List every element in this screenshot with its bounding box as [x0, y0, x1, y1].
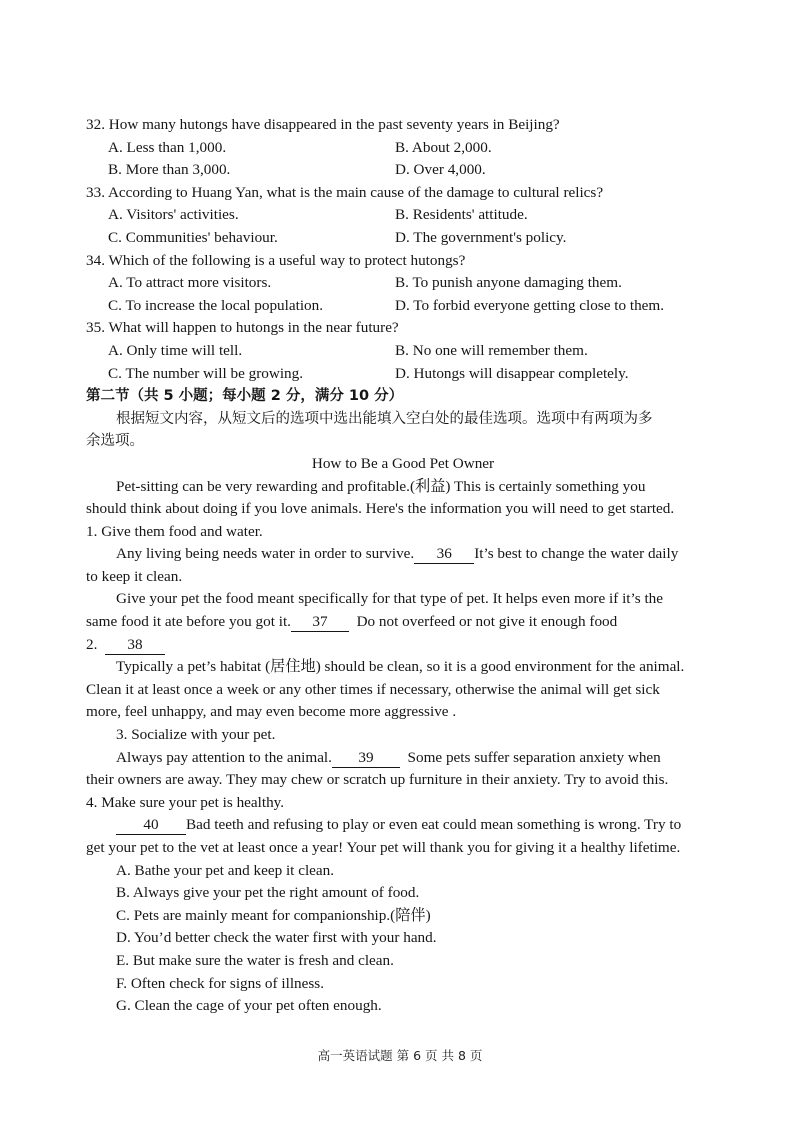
question-34-stem: 34. Which of the following is a useful way to protect hutongs? — [86, 251, 466, 269]
question-35-option-d: D. Hutongs will disappear completely. — [395, 364, 629, 382]
question-32-option-b: B. About 2,000. — [395, 138, 492, 156]
question-33-options-row-1 — [86, 204, 720, 227]
question-35-options-row-2 — [86, 363, 720, 386]
question-32-options-row-2 — [86, 159, 720, 182]
question-35-stem: 35. What will happen to hutongs in the near future? — [86, 319, 399, 337]
section-2-instruction-line-2: 余选项。 — [86, 433, 144, 450]
exam-page — [86, 114, 720, 1018]
question-32-option-c: B. More than 3,000. — [108, 161, 231, 179]
question-33-options-row-2 — [86, 227, 720, 250]
page-footer: 高一英语试题 第 6 页 共 8 页 — [317, 1048, 483, 1063]
passage-paragraph-5-line-2: get your pet to the vet at least once a year! Your pet will thank you for giving it a healthy lifetime. — [86, 839, 681, 856]
passage-paragraph-4-before: Always pay attention to the animal. — [116, 748, 332, 766]
choice-c: C. Pets are mainly meant for companionship.(陪伴) — [116, 906, 431, 924]
choice-a: A. Bathe your pet and keep it clean. — [116, 861, 335, 879]
choice-g: G. Clean the cage of your pet often enough. — [116, 997, 382, 1015]
question-34-option-c: C. To increase the local population. — [108, 296, 324, 314]
question-35-option-a: A. Only time will tell. — [108, 341, 243, 359]
passage-paragraph-3-line-3: more, feel unhappy, and may even become more aggressive . — [86, 703, 457, 721]
question-34-options-row-2 — [86, 295, 720, 318]
passage-paragraph-1-line-2: to keep it clean. — [86, 567, 183, 585]
passage-paragraph-1-before: Any living being needs water in order to survive. — [116, 545, 415, 563]
passage-paragraph-2-after: Do not overfeed or not give it enough food — [356, 613, 618, 631]
choice-d: D. You’d better check the water first with your hand. — [116, 929, 437, 947]
passage-intro-line-2: should think about doing if you love animals. Here's the information you will need to get started. — [86, 500, 675, 518]
choice-f: F. Often check for signs of illness. — [116, 974, 324, 992]
passage-paragraph-4-line-2: their owners are away. They may chew or scratch up furniture in their anxiety. Try to avoid this. — [86, 771, 669, 789]
question-35-option-c: C. The number will be growing. — [108, 364, 304, 382]
question-34-option-a: A. To attract more visitors. — [108, 274, 272, 292]
passage-heading-2-number: 2. — [86, 635, 98, 653]
question-34-options-row-1 — [86, 272, 720, 295]
passage-heading-3: 3. Socialize with your pet. — [116, 726, 276, 744]
question-33-option-a: A. Visitors' activities. — [108, 206, 239, 224]
passage-intro-line-1: Pet-sitting can be very rewarding and profitable.(利益) This is certainly something you — [116, 477, 646, 495]
passage-paragraph-4-line-1 — [86, 747, 720, 770]
question-34-option-b: B. To punish anyone damaging them. — [395, 274, 622, 292]
passage-paragraph-2-before: same food it ate before you got it. — [86, 613, 291, 631]
question-32-options-row-1 — [86, 137, 720, 160]
question-32-stem: 32. How many hutongs have disappeared in the past seventy years in Beijing? — [86, 116, 560, 133]
question-34-option-d: D. To forbid everyone getting close to them. — [395, 296, 665, 314]
passage-heading-1: 1. Give them food and water. — [86, 522, 263, 540]
question-33-option-c: C. Communities' behaviour. — [108, 228, 278, 246]
passage-paragraph-1-line-1 — [86, 543, 720, 566]
passage-heading-2 — [86, 634, 720, 657]
section-2-instruction-line-1: 根据短文内容，从短文后的选项中选出能填入空白处的最佳选项。选项中有两项为多 — [116, 410, 653, 427]
choice-e: E. But make sure the water is fresh and clean. — [116, 951, 394, 969]
question-33-option-b: B. Residents' attitude. — [395, 206, 528, 224]
blank-39: 39 — [332, 749, 400, 768]
passage-paragraph-2-line-1: Give your pet the food meant specifically for that type of pet. It helps even more if it’s the — [116, 590, 664, 608]
passage-title: How to Be a Good Pet Owner — [311, 454, 495, 472]
passage-paragraph-5-after: Bad teeth and refusing to play or even eat could mean something is wrong. Try to — [186, 816, 682, 834]
question-33-option-d: D. The government's policy. — [395, 228, 567, 246]
question-35-option-b: B. No one will remember them. — [395, 341, 588, 359]
choice-b: B. Always give your pet the right amount of food. — [116, 884, 420, 902]
passage-paragraph-5-line-1 — [86, 814, 720, 837]
passage-paragraph-4-after: Some pets suffer separation anxiety when — [407, 748, 661, 766]
passage-paragraph-3-line-2: Clean it at least once a week or any other times if necessary, otherwise the animal will get sick — [86, 680, 660, 698]
passage-paragraph-1-after: It’s best to change the water daily — [474, 545, 679, 563]
blank-36: 36 — [414, 545, 474, 564]
choice-list — [86, 860, 720, 1018]
blank-40: 40 — [116, 816, 186, 835]
blank-38: 38 — [105, 636, 165, 655]
passage-heading-4: 4. Make sure your pet is healthy. — [86, 793, 285, 811]
question-33-stem: 33. According to Huang Yan, what is the main cause of the damage to cultural relics? — [86, 183, 604, 201]
section-2-heading: 第二节（共 5 小题；每小题 2 分，满分 10 分） — [86, 388, 404, 405]
question-35-options-row-1 — [86, 340, 720, 363]
question-32-option-a: A. Less than 1,000. — [108, 138, 227, 156]
blank-37: 37 — [291, 613, 349, 632]
passage-paragraph-2-line-2 — [86, 611, 720, 634]
passage-paragraph-3-line-1: Typically a pet’s habitat (居住地) should be clean, so it is a good environment for the animal. — [116, 658, 685, 676]
question-32-option-d: D. Over 4,000. — [395, 161, 486, 179]
